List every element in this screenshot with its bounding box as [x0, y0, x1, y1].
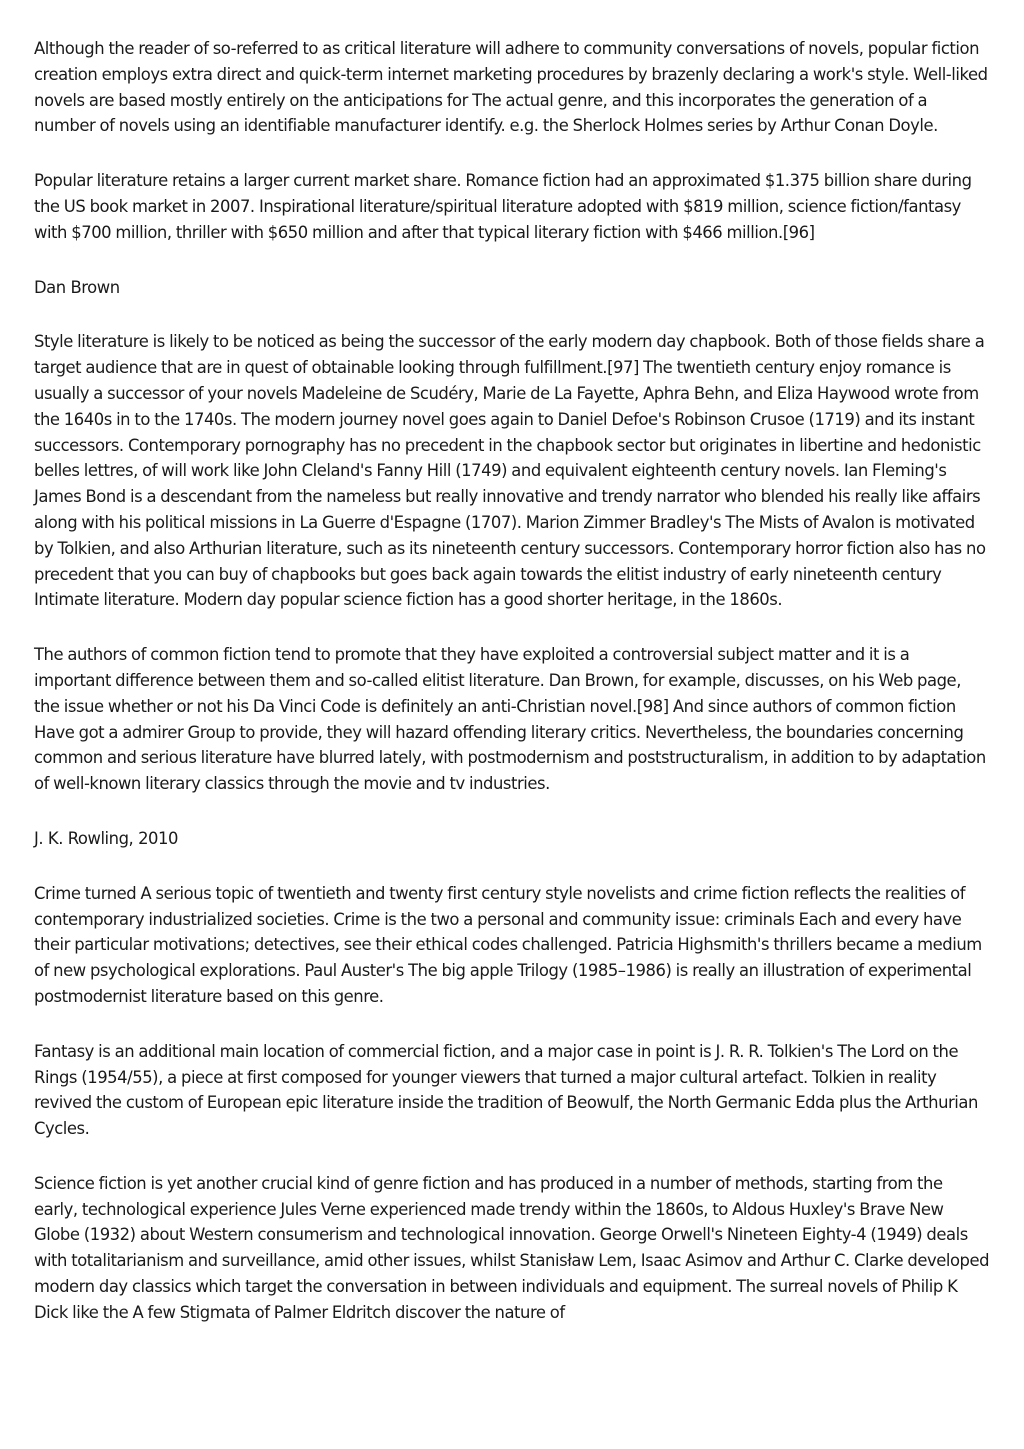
paragraph-genre-marketing: Although the reader of so-referred to as critical literature will adhere to community conversations of novels, popular fiction creation employs extra direct and quick-term internet marketing procedures by brazenly declaring a work's style. Well-liked novels are based mostly entirely on the anticipations for The actual genre, and this incorporates the generation of a number of novels using an identifiable manufacturer identify. e.g. the Sherlock Holmes series by Arthur Conan Doyle.	[34, 39, 988, 136]
paragraph-chapbook-successor: Style literature is likely to be noticed as being the successor of the early modern day chapbook. Both of those fields share a target audience that are in quest of obtainable looking through fulfillment.[97] The twentieth century enjoy romance is usually a successor of your novels Madeleine de Scudéry, Marie de La Fayette, Aphra Behn, and Eliza Haywood wrote from the 1640s in to the 1740s. The modern journey novel goes again to Daniel Defoe's Robinson Crusoe (1719) and its instant successors. Contemporary pornography has no precedent in the chapbook sector but originates in libertine and hedonistic belles lettres, of will work like John Cleland's Fanny Hill (1749) and equivalent eighteenth century novels. Ian Fleming's James Bond is a descendant from the nameless but really innovative and trendy narrator who blended his really like affairs along with his political missions in La Guerre d'Espagne (1707). Marion Zimmer Bradley's The Mists of Avalon is motivated by Tolkien, and also Arthurian literature, such as its nineteenth century successors. Contemporary horror fiction also has no precedent that you can buy of chapbooks but goes back again towards the elitist industry of early nineteenth century Intimate literature. Modern day popular science fiction has a good shorter heritage, in the 1860s.	[34, 332, 986, 610]
paragraph-crime-fiction: Crime turned A serious topic of twentieth and twenty first century style novelists and crime fiction reflects the realities of contemporary industrialized societies. Crime is the two a personal and community issue: criminals Each and every have their particular motivations; detectives, see their ethical codes challenged. Patricia Highsmith's thrillers became a medium of new psychological explorations. Paul Auster's The big apple Trilogy (1985–1986) is really an illustration of experimental postmodernist literature based on this genre.	[34, 883, 982, 1006]
paragraph-controversial-subjects: The authors of common fiction tend to promote that they have exploited a controversial subject matter and it is a important difference between them and so-called elitist literature. Dan Brown, for example, discusses, on his Web page, the issue whether or not his Da Vinci Code is definitely an anti-Christian novel.[98] And since authors of common fiction Have got a admirer Group to provide, they will hazard offending literary critics. Nevertheless, the boundaries concerning common and serious literature have blurred lately, with postmodernism and poststructuralism, in addition to by adaptation of well-known literary classics through the movie and tv industries.	[34, 645, 986, 794]
paragraph-market-share: Popular literature retains a larger current market share. Romance fiction had an approximated $1.375 billion share during the US book market in 2007. Inspirational literature/spiritual literature adopted with $819 million, science fiction/fantasy with $700 million, thriller with $650 million and after that typical literary fiction with $466 million.[96]	[34, 171, 972, 242]
paragraph-science-fiction: Science fiction is yet another crucial kind of genre fiction and has produced in a number of methods, starting from the early, technological experience Jules Verne experienced made trendy within the 1860s, to Aldous Huxley's Brave New Globe (1932) about Western consumerism and technological innovation. George Orwell's Nineteen Eighty-4 (1949) deals with totalitarianism and surveillance, amid other issues, whilst Stanisław Lem, Isaac Asimov and Arthur C. Clarke developed modern day classics which target the conversation in between individuals and equipment. The surreal novels of Philip K Dick like the A few Stigmata of Palmer Eldritch discover the nature of	[34, 1173, 990, 1322]
paragraph-fantasy: Fantasy is an additional main location of commercial fiction, and a major case in point is J. R. R. Tolkien's The Lord on the Rings (1954/55), a piece at first composed for younger viewers that turned a major cultural artefact. Tolkien in reality revived the custom of European epic literature inside the tradition of Beowulf, the North Germanic Edda plus the Arthurian Cycles.	[34, 1041, 978, 1139]
image-caption-jk-rowling: J. K. Rowling, 2010	[34, 828, 178, 848]
image-caption-dan-brown: Dan Brown	[34, 277, 120, 297]
